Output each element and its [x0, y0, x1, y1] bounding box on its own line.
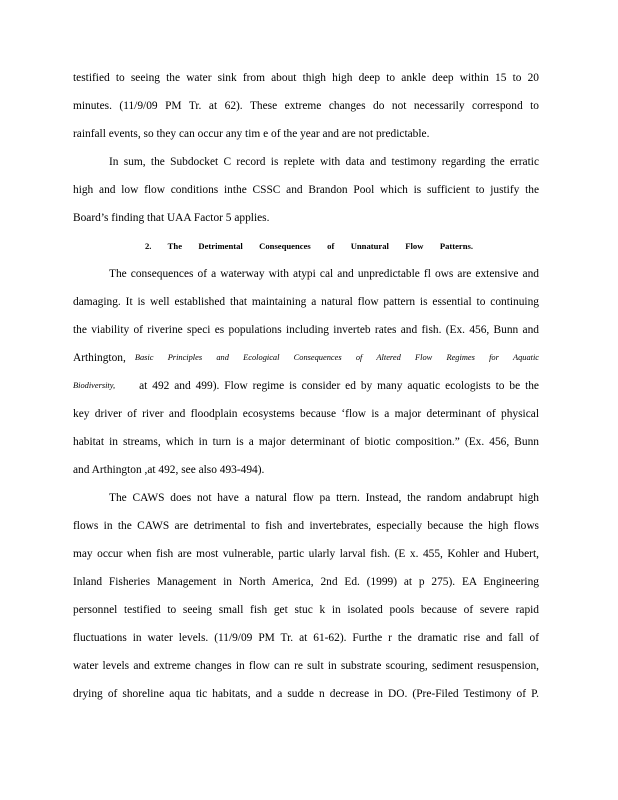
para4-line3: may occur when fish are most vulnerable, partic ularly larval fish. (E x. 455, Kohler and Hubert,	[73, 548, 539, 560]
para1-line2: minutes. (11/9/09 PM Tr. at 62). These extreme changes do not necessarily correspond to	[73, 100, 539, 112]
para4-line7: water levels and extreme changes in flow can re sult in substrate scouring, sediment resuspension,	[73, 660, 539, 672]
para3-line8: and Arthington ,at 492, see also 493-494).	[73, 464, 265, 476]
para2-line3: Board’s finding that UAA Factor 5 applies.	[73, 212, 270, 224]
para3-line5	[73, 376, 539, 396]
para1-line3: rainfall events, so they can occur any tim e of the year and are not predictable.	[73, 128, 430, 140]
citation-title: Basic Principles and Ecological Consequences of Altered Flow Regimes for Aquatic	[134, 353, 539, 362]
para3-line5-text: at 492 and 499). Flow regime is consider ed by many aquatic ecologists to be the	[139, 380, 539, 392]
para3-line3: the viability of riverine speci es populations including inverteb rates and fish. (Ex. 456, Bunn and	[73, 324, 539, 336]
para4-line2: flows in the CAWS are detrimental to fish and invertebrates, especially because the high flows	[73, 520, 539, 532]
para2-line1: In sum, the Subdocket C record is replete with data and testimony regarding the erratic	[109, 156, 539, 168]
para3-line2: damaging. It is well established that maintaining a natural flow pattern is essential to continuing	[73, 296, 539, 308]
para3-line4	[73, 348, 539, 368]
para4-line1: The CAWS does not have a natural flow pa ttern. Instead, the random andabrupt high	[109, 492, 539, 504]
para4-line5: personnel testified to seeing small fish get stuc k in isolated pools because of severe rapid	[73, 604, 539, 616]
citation-title-end: Biodiversity,	[73, 381, 116, 390]
para1-line1: testified to seeing the water sink from about thigh high deep to ankle deep within 15 to 20	[73, 72, 539, 84]
para4-line8: drying of shoreline aqua tic habitats, and a sudde n decrease in DO. (Pre-Filed Testimony of P.	[73, 688, 539, 700]
citation-author: Arthington,	[73, 352, 126, 364]
para2-line2: high and low flow conditions inthe CSSC and Brandon Pool which is sufficient to justify the	[73, 184, 539, 196]
section-heading: 2. The Detrimental Consequences of Unnatural Flow Patterns.	[145, 241, 473, 251]
para3-line7: habitat in streams, which in turn is a major determinant of biotic composition.” (Ex. 456, Bunn	[73, 436, 539, 448]
para4-line4: Inland Fisheries Management in North America, 2nd Ed. (1999) at p 275). EA Engineering	[73, 576, 539, 588]
para3-line1: The consequences of a waterway with atypi cal and unpredictable fl ows are extensive and	[109, 268, 539, 280]
para3-line6: key driver of river and floodplain ecosystems because ‘flow is a major determinant of physical	[73, 408, 539, 420]
para4-line6: fluctuations in water levels. (11/9/09 PM Tr. at 61-62). Furthe r the dramatic rise and fall of	[73, 632, 539, 644]
